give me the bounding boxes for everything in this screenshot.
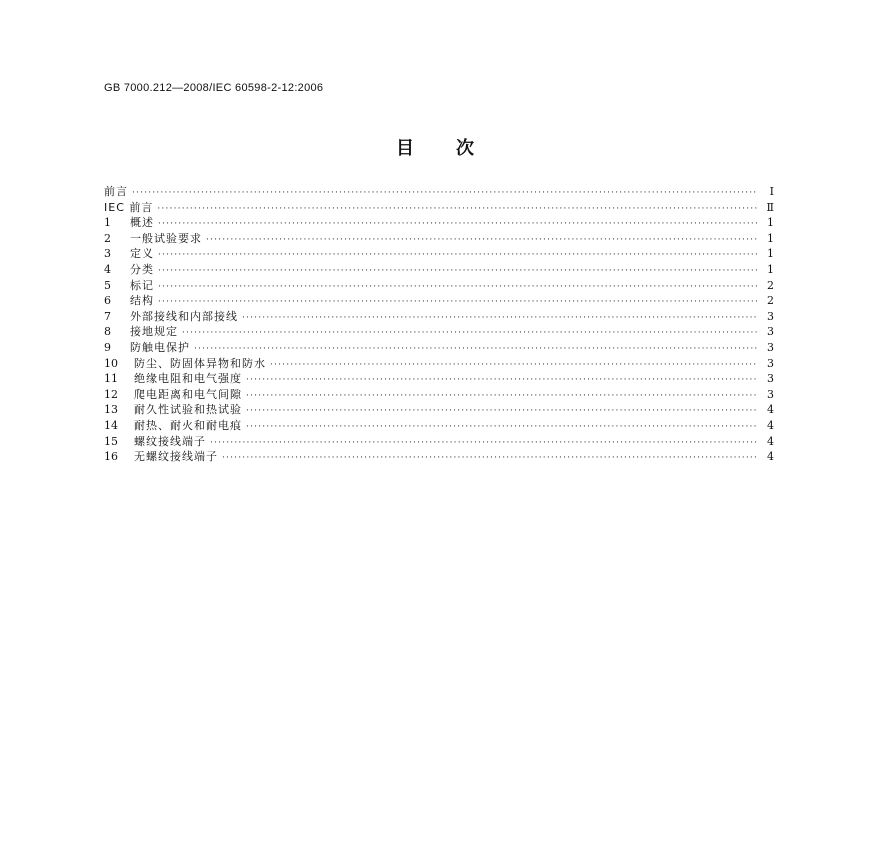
- toc-entry-foreword[interactable]: [104, 184, 774, 200]
- toc-entry-page: 1: [767, 247, 774, 261]
- toc-entry-number: 1: [104, 216, 111, 230]
- toc-entry-label: 接地规定: [130, 325, 178, 339]
- toc-entry-number: 4: [104, 262, 111, 276]
- toc-entry-10[interactable]: [104, 356, 774, 372]
- toc-entry-page: 4: [767, 450, 774, 464]
- toc-entry-page: 1: [767, 262, 774, 276]
- document-header-code: GB 7000.212—2008/IEC 60598-2-12:2006: [104, 82, 324, 94]
- toc-entry-number: 9: [104, 340, 111, 354]
- toc-entry-iec-foreword[interactable]: [104, 200, 774, 216]
- toc-leader-dots: [182, 326, 758, 342]
- toc-entry-label: 耐久性试验和热试验: [134, 403, 242, 417]
- toc-entry-page: 4: [767, 418, 774, 432]
- toc-entry-page: 1: [767, 216, 774, 230]
- toc-entry-page: 2: [767, 278, 774, 292]
- toc-entry-label: 定义: [130, 247, 154, 261]
- toc-entry-8[interactable]: [104, 324, 774, 340]
- toc-entry-label: 耐热、耐火和耐电痕: [134, 418, 242, 432]
- table-of-contents: [104, 184, 774, 465]
- toc-entry-12[interactable]: [104, 387, 774, 403]
- toc-entry-number: 3: [104, 247, 111, 261]
- toc-entry-label: 结构: [130, 294, 154, 308]
- toc-leader-dots: [194, 342, 758, 358]
- toc-entry-2[interactable]: [104, 231, 774, 247]
- toc-entry-13[interactable]: [104, 402, 774, 418]
- toc-leader-dots: [222, 451, 758, 467]
- toc-entry-label: 绝缘电阻和电气强度: [134, 372, 242, 386]
- toc-entry-number: 10: [104, 356, 118, 370]
- toc-entry-15[interactable]: [104, 434, 774, 450]
- toc-entry-number: 2: [104, 231, 111, 245]
- toc-entry-page: 3: [767, 309, 774, 323]
- toc-entry-number: 14: [104, 418, 118, 432]
- toc-entry-16[interactable]: [104, 449, 774, 465]
- toc-leader-dots: [132, 186, 758, 202]
- toc-leader-dots: [246, 420, 758, 436]
- toc-entry-label: 螺纹接线端子: [134, 434, 206, 448]
- toc-entry-label: IEC 前言: [104, 200, 154, 214]
- toc-entry-page: 3: [767, 387, 774, 401]
- toc-leader-dots: [206, 233, 758, 249]
- toc-entry-number: 15: [104, 434, 118, 448]
- toc-entry-number: 6: [104, 294, 111, 308]
- toc-leader-dots: [158, 264, 758, 280]
- toc-entry-5[interactable]: [104, 278, 774, 294]
- toc-entry-label: 外部接线和内部接线: [130, 309, 238, 323]
- toc-leader-dots: [157, 202, 758, 218]
- toc-entry-page: 2: [767, 294, 774, 308]
- toc-entry-label: 分类: [130, 262, 154, 276]
- toc-entry-number: 8: [104, 325, 111, 339]
- toc-leader-dots: [270, 358, 758, 374]
- toc-entry-7[interactable]: [104, 309, 774, 325]
- toc-entry-page: 4: [767, 403, 774, 417]
- toc-entry-11[interactable]: [104, 371, 774, 387]
- toc-entry-14[interactable]: [104, 418, 774, 434]
- toc-entry-number: 16: [104, 450, 118, 464]
- toc-leader-dots: [246, 389, 758, 405]
- toc-leader-dots: [158, 295, 758, 311]
- toc-entry-page: 3: [767, 325, 774, 339]
- toc-entry-label: 无螺纹接线端子: [134, 450, 218, 464]
- toc-entry-page: 3: [767, 356, 774, 370]
- toc-entry-9[interactable]: [104, 340, 774, 356]
- toc-entry-number: 5: [104, 278, 111, 292]
- title-char-2: 次: [456, 138, 474, 159]
- toc-entry-3[interactable]: [104, 246, 774, 262]
- toc-entry-page: 3: [767, 372, 774, 386]
- toc-entry-4[interactable]: [104, 262, 774, 278]
- toc-leader-dots: [158, 248, 758, 264]
- toc-leader-dots: [242, 311, 758, 327]
- toc-leader-dots: [158, 217, 758, 233]
- toc-entry-label: 防尘、防固体异物和防水: [134, 356, 266, 370]
- toc-entry-6[interactable]: [104, 293, 774, 309]
- toc-entry-label: 防触电保护: [130, 340, 190, 354]
- toc-entry-page: 1: [767, 231, 774, 245]
- toc-leader-dots: [210, 436, 758, 452]
- toc-entry-number: 12: [104, 387, 118, 401]
- toc-leader-dots: [158, 280, 758, 296]
- toc-entry-label: 前言: [104, 185, 128, 198]
- title-char-1: 目: [396, 138, 414, 159]
- toc-entry-page: 4: [767, 434, 774, 448]
- toc-entry-label: 标记: [130, 278, 154, 292]
- toc-entry-number: 13: [104, 403, 118, 417]
- toc-entry-page: Ⅰ: [769, 185, 774, 198]
- toc-entry-label: 一般试验要求: [130, 231, 202, 245]
- toc-entry-label: 概述: [130, 216, 154, 230]
- toc-entry-number: 7: [104, 309, 111, 323]
- toc-leader-dots: [246, 373, 758, 389]
- toc-entry-page: Ⅱ: [766, 200, 774, 214]
- toc-entry-number: 11: [104, 372, 118, 386]
- toc-entry-page: 3: [767, 340, 774, 354]
- page-title: [0, 134, 870, 160]
- toc-entry-label: 爬电距离和电气间隙: [134, 387, 242, 401]
- toc-leader-dots: [246, 404, 758, 420]
- toc-entry-1[interactable]: [104, 215, 774, 231]
